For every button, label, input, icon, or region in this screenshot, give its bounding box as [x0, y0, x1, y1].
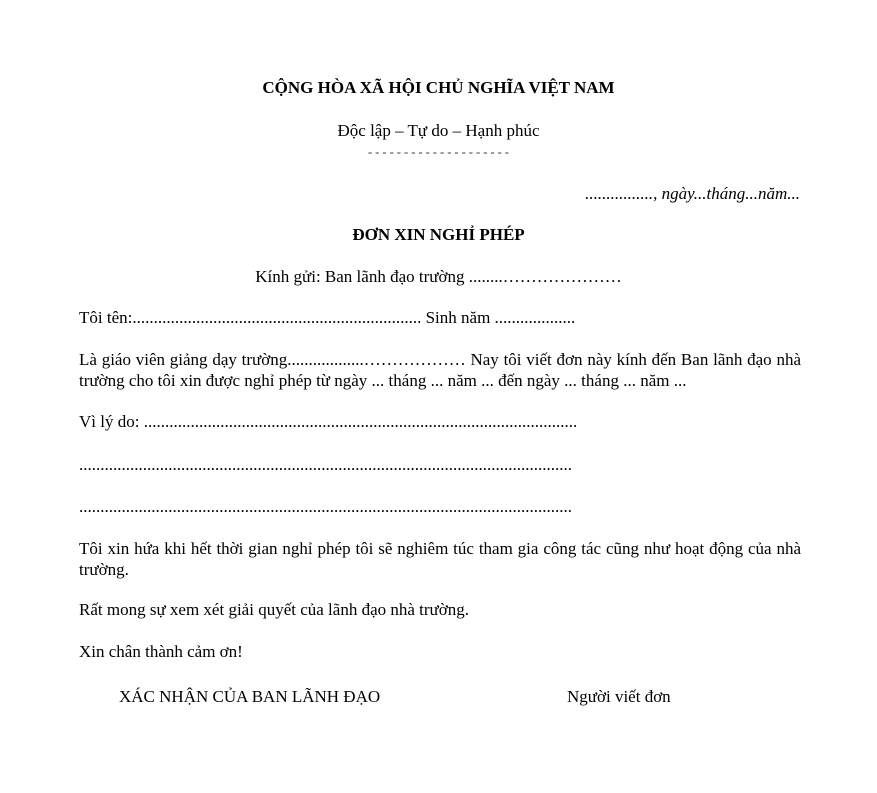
country-heading: CỘNG HÒA XÃ HỘI CHỦ NGHĨA VIỆT NAM — [262, 78, 615, 97]
request-line: Rất mong sự xem xét giải quyết của lãnh đạo nhà trường. — [79, 600, 469, 619]
signature-right-label: Người viết đơn — [567, 687, 671, 706]
motto: Độc lập – Tự do – Hạnh phúc — [337, 121, 540, 140]
promise-paragraph: Tôi xin hứa khi hết thời gian nghỉ phép tôi sẽ nghiêm túc tham gia công tác cũng như hoạt động của nhà trường. — [79, 539, 801, 579]
blank-line-1: .................................................................................................................... — [79, 455, 572, 474]
signature-left-label: XÁC NHẬN CỦA BAN LÃNH ĐẠO — [119, 687, 381, 706]
teacher-paragraph: Là giáo viên giảng dạy trường..................……………… Nay tôi viết đơn này kính đến Ban lãnh đạo nhà trường cho tôi xin được nghỉ phép từ ngày ... tháng ... năm ... đến ngày ... tháng ... năm ... — [79, 350, 801, 390]
header-separator: -------------------- — [366, 146, 511, 160]
thanks-line: Xin chân thành cảm ơn! — [79, 642, 243, 661]
blank-line-2: .................................................................................................................... — [79, 497, 572, 516]
document-title: ĐƠN XIN NGHỈ PHÉP — [352, 225, 525, 244]
name-line: Tôi tên:.................................................................... Sinh năm ................... — [79, 308, 576, 327]
recipient-line: Kính gửi: Ban lãnh đạo trường ........………………… — [255, 267, 622, 286]
reason-line: Vì lý do: ...................................................................................................... — [79, 412, 578, 431]
date-line: ................, ngày...tháng...năm... — [585, 184, 800, 203]
